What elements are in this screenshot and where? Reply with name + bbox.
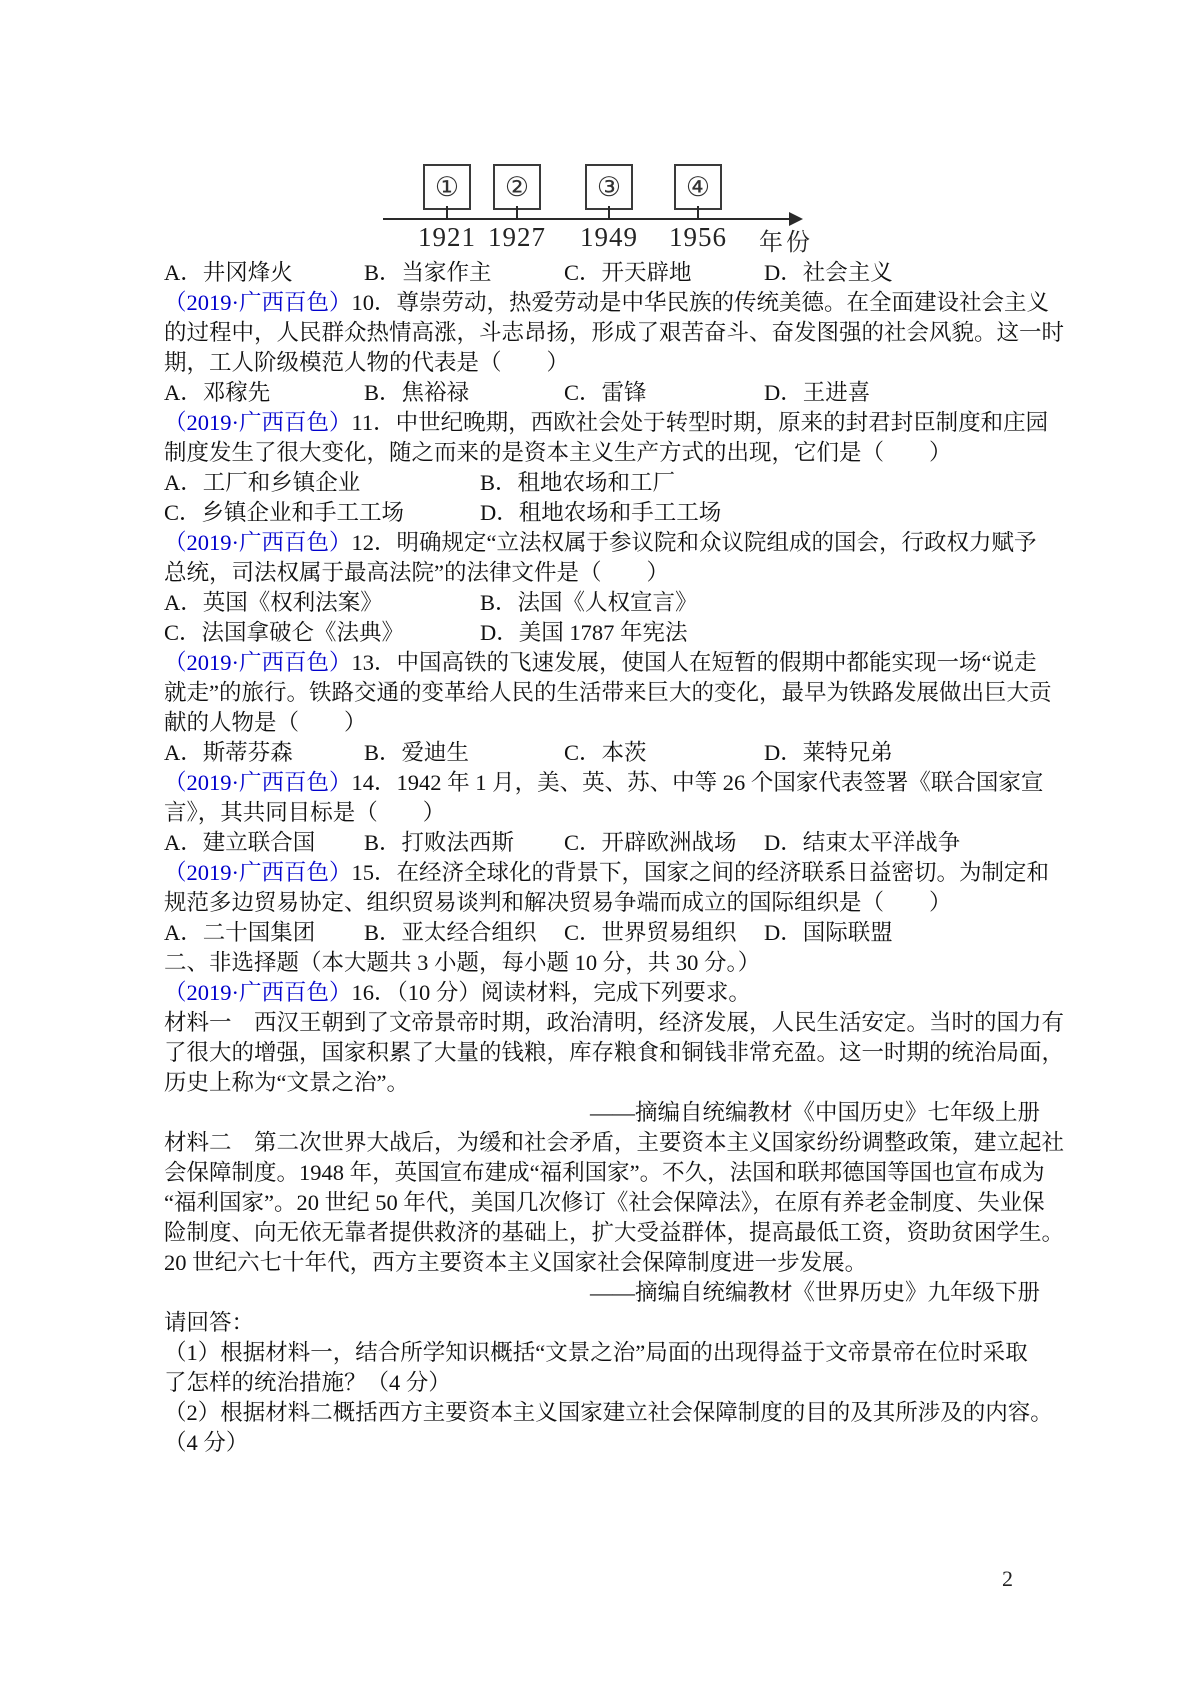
question-body	[164, 258, 1065, 1458]
options-row	[164, 738, 1040, 768]
answer-option: A．斯蒂芬森	[164, 740, 293, 765]
answer-option: B．打败法西斯	[364, 830, 515, 855]
text-line	[164, 648, 1040, 678]
line-text: 了怎样的统治措施？（4 分）	[164, 1370, 451, 1395]
line-text: 二、非选择题（本大题共 3 小题，每小题 10 分，共 30 分。）	[164, 950, 761, 975]
line-text: （2）根据材料二概括西方主要资本主义国家建立社会保障制度的目的及其所涉及的内容。	[164, 1400, 1053, 1425]
answer-option: A．英国《权利法案》	[164, 590, 383, 615]
line-text: 11．中世纪晚期，西欧社会处于转型时期，原来的封君封臣制度和庄园	[351, 410, 1049, 435]
answer-option: A．建立联合国	[164, 830, 316, 855]
section-heading	[164, 948, 1040, 978]
source-year-tag: （2019·广西百色）	[164, 860, 352, 885]
answer-option: B．亚太经合组织	[364, 920, 537, 945]
answer-option: C．本茨	[564, 740, 647, 765]
line-text: 12．明确规定“立法权属于参议院和众议院组成的国会，行政权力赋予	[351, 530, 1037, 555]
line-text: （1）根据材料一，结合所学知识概括“文景之治”局面的出现得益于文帝景帝在位时采取	[164, 1340, 1028, 1365]
text-line	[164, 1158, 1045, 1188]
line-text: ——摘编自统编教材《中国历史》七年级上册	[589, 1100, 1040, 1125]
line-text: 会保障制度。1948 年，英国宣布建成“福利国家”。不久，法国和联邦德国等国也宣布成为	[164, 1160, 1045, 1185]
text-line	[164, 558, 1040, 588]
source-attribution	[164, 1098, 1040, 1128]
text-line	[164, 1128, 1065, 1158]
answer-option: C．法国拿破仑《法典》	[164, 620, 405, 645]
text-line	[164, 1188, 1045, 1218]
text-line	[164, 288, 1050, 318]
line-text: ——摘编自统编教材《世界历史》九年级下册	[589, 1280, 1040, 1305]
answer-option: D．社会主义	[764, 260, 893, 285]
options-row	[164, 468, 1040, 498]
line-text: 就走”的旅行。铁路交通的变革给人民的生活带来巨大的变化，最早为铁路发展做出巨大贡	[164, 680, 1052, 705]
timeline-marker-stem	[697, 206, 699, 218]
text-line	[164, 1338, 1040, 1368]
answer-option: B．焦裕禄	[364, 380, 470, 405]
line-text: 16．（10 分）阅读材料，完成下列要求。	[351, 980, 751, 1005]
source-year-tag: （2019·广西百色）	[164, 290, 352, 315]
source-year-tag: （2019·广西百色）	[164, 410, 352, 435]
text-line	[164, 1368, 1040, 1398]
line-text: 15．在经济全球化的背景下，国家之间的经济联系日益密切。为制定和	[351, 860, 1050, 885]
text-line	[164, 798, 1040, 828]
timeline-marker-box: ④	[674, 164, 722, 210]
line-text: 言》，其共同目标是（ ）	[164, 800, 446, 825]
line-text: 13．中国高铁的飞速发展，使国人在短暂的假期中都能实现一场“说走	[351, 650, 1037, 675]
line-text: 材料一 西汉王朝到了文帝景帝时期，政治清明，经济发展，人民生活安定。当时的国力有	[164, 1010, 1065, 1035]
text-line	[164, 888, 1040, 918]
answer-option: A．井冈烽火	[164, 260, 293, 285]
text-line	[164, 438, 1040, 468]
answer-option: B．爱迪生	[364, 740, 470, 765]
line-text: 10．尊崇劳动，热爱劳动是中华民族的传统美德。在全面建设社会主义	[351, 290, 1050, 315]
answer-option: C．开天辟地	[564, 260, 692, 285]
line-text: （4 分）	[164, 1430, 249, 1455]
text-line	[164, 1248, 1040, 1278]
answer-option: C．乡镇企业和手工工场	[164, 500, 405, 525]
answer-option: B．法国《人权宣言》	[480, 590, 698, 615]
timeline-marker-box: ①	[423, 164, 471, 210]
line-text: 材料二 第二次世界大战后，为缓和社会矛盾，主要资本主义国家纷纷调整政策，建立起社	[164, 1130, 1065, 1155]
answer-option: D．结束太平洋战争	[764, 830, 961, 855]
timeline-year-label: 1921	[418, 222, 476, 252]
options-row	[164, 378, 1040, 408]
options-row	[164, 588, 1040, 618]
answer-option: D．国际联盟	[764, 920, 893, 945]
line-text: 20 世纪六七十年代，西方主要资本主义国家社会保障制度进一步发展。	[164, 1250, 868, 1275]
line-text: 献的人物是（ ）	[164, 710, 367, 735]
line-text: 险制度、向无依无靠者提供救济的基础上，扩大受益群体，提高最低工资，资助贫困学生。	[164, 1220, 1065, 1245]
timeline-year-label: 1927	[488, 222, 546, 252]
options-row	[164, 918, 1040, 948]
text-line	[164, 858, 1050, 888]
options-row	[164, 498, 1040, 528]
text-line	[164, 1008, 1065, 1038]
line-text: 制度发生了很大变化，随之而来的是资本主义生产方式的出现，它们是（ ）	[164, 440, 952, 465]
line-text: 14．1942 年 1 月，美、英、苏、中等 26 个国家代表签署《联合国家宣	[351, 770, 1044, 795]
answer-option: C．开辟欧洲战场	[564, 830, 737, 855]
line-text: 请回答：	[164, 1310, 255, 1335]
line-text: 历史上称为“文景之治”。	[164, 1070, 409, 1095]
answer-option: D．莱特兄弟	[764, 740, 893, 765]
source-attribution	[164, 1278, 1040, 1308]
text-line	[164, 678, 1052, 708]
answer-option: D．王进喜	[764, 380, 871, 405]
page-number: 2	[1002, 1566, 1013, 1591]
timeline-marker-box: ②	[493, 164, 541, 210]
timeline-marker-box: ③	[585, 164, 633, 210]
source-year-tag: （2019·广西百色）	[164, 650, 352, 675]
answer-option: C．世界贸易组织	[564, 920, 737, 945]
text-line	[164, 978, 1040, 1008]
text-line	[164, 348, 1040, 378]
timeline-axis-label: 年份	[759, 230, 813, 256]
line-text: 的过程中，人民群众热情高涨，斗志昂扬，形成了艰苦奋斗、奋发图强的社会风貌。这一时	[164, 320, 1065, 345]
options-row	[164, 258, 1040, 288]
timeline-axis	[383, 218, 791, 220]
line-text: 规范多边贸易协定、组织贸易谈判和解决贸易争端而成立的国际组织是（ ）	[164, 890, 952, 915]
text-line	[164, 318, 1065, 348]
answer-option: C．雷锋	[564, 380, 647, 405]
timeline-year-label: 1956	[669, 222, 727, 252]
options-row	[164, 618, 1040, 648]
timeline-figure	[355, 148, 835, 256]
timeline-marker-stem	[608, 206, 610, 218]
answer-option: D．美国 1787 年宪法	[480, 620, 688, 645]
source-year-tag: （2019·广西百色）	[164, 530, 352, 555]
source-year-tag: （2019·广西百色）	[164, 770, 352, 795]
line-text: 了很大的增强，国家积累了大量的钱粮，库存粮食和铜钱非常充盈。这一时期的统治局面，	[164, 1040, 1065, 1065]
text-line	[164, 1068, 1040, 1098]
timeline-marker-stem	[516, 206, 518, 218]
text-line	[164, 708, 1040, 738]
text-line	[164, 768, 1044, 798]
timeline-year-label: 1949	[580, 222, 638, 252]
text-line	[164, 1308, 1040, 1338]
options-row	[164, 828, 1040, 858]
text-line	[164, 408, 1049, 438]
text-line	[164, 1428, 1040, 1458]
text-line	[164, 1038, 1065, 1068]
answer-option: A．二十国集团	[164, 920, 316, 945]
line-text: 期，工人阶级模范人物的代表是（ ）	[164, 350, 570, 375]
answer-option: B．租地农场和工厂	[480, 470, 676, 495]
source-year-tag: （2019·广西百色）	[164, 980, 352, 1005]
answer-option: D．租地农场和手工工场	[480, 500, 722, 525]
answer-option: A．工厂和乡镇企业	[164, 470, 361, 495]
text-line	[164, 528, 1040, 558]
answer-option: B．当家作主	[364, 260, 492, 285]
line-text: 总统，司法权属于最高法院”的法律文件是（ ）	[164, 560, 669, 585]
timeline-marker-stem	[446, 206, 448, 218]
text-line	[164, 1398, 1053, 1428]
answer-option: A．邓稼先	[164, 380, 271, 405]
text-line	[164, 1218, 1065, 1248]
line-text: “福利国家”。20 世纪 50 年代，美国几次修订《社会保障法》，在原有养老金制度、失业保	[164, 1190, 1045, 1215]
